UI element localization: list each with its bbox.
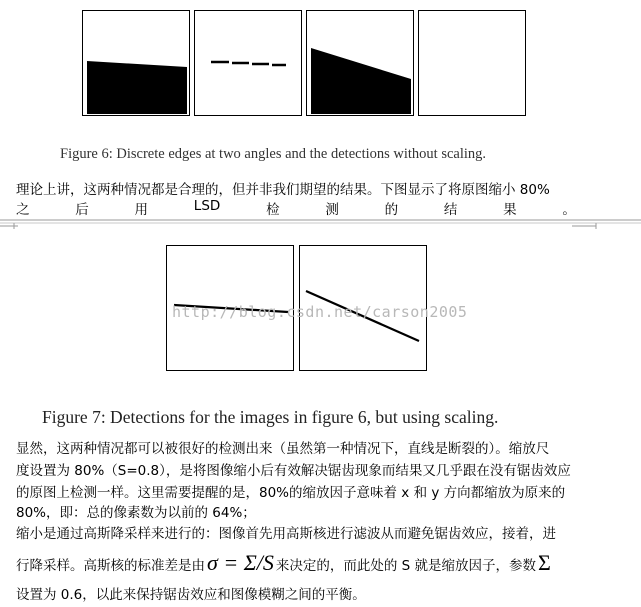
figure6-panel-4-empty	[418, 10, 526, 116]
paragraph-line-6-text-a: 行降采样。高斯核的标准差是由	[16, 558, 205, 574]
sigma-symbol: Σ	[538, 550, 551, 575]
paragraph-line-5: 缩小是通过高斯降采样来进行的：图像首先用高斯核进行滤波从而避免锯齿效应，接着，进	[16, 526, 556, 542]
figure6-panel-2	[194, 10, 302, 116]
paragraph-line-3: 的原图上检测一样。这里需要提醒的是，80%的缩放因子意味着 x 和 y 方向都缩放为原来的	[16, 485, 566, 501]
justified-char: 的	[384, 202, 399, 218]
figure6-panel-1	[82, 10, 190, 116]
paragraph-line-7: 设置为 0.6，以此来保持锯齿效应和图像模糊之间的平衡。	[16, 587, 366, 603]
justified-char: 。	[562, 202, 576, 218]
justified-char: 测	[325, 202, 339, 218]
figure6-caption: Figure 6: Discrete edges at two angles and the detections without scaling.	[60, 146, 487, 162]
filled-edge-shape-shallow	[83, 11, 191, 117]
paragraph-line-4: 80%，即：总的像素数为以前的 64%；	[16, 505, 256, 521]
justified-char: 结	[443, 202, 458, 218]
paragraph-line-1: 显然，这两种情况都可以被很好的检测出来（虽然第一种情况下，直线是断裂的）。缩放尺	[16, 441, 550, 457]
justified-char: 检	[266, 202, 280, 218]
justified-char: 后	[75, 202, 89, 218]
justified-char: 用	[134, 202, 149, 218]
text-line-before-break: 理论上讲，这两种情况都是合理的，但并非我们期望的结果。下图显示了将原图缩小 80%	[16, 182, 550, 198]
text-line-justified	[16, 198, 576, 218]
paragraph-line-6-text-b: 来决定的，而此处的 S 就是缩放因子，参数	[275, 558, 537, 574]
sigma-formula: σ = Σ/S	[207, 550, 274, 575]
broken-line-detections	[195, 11, 303, 117]
paragraph-line-2: 度设置为 80%（S=0.8），是将图像缩小后有效解决锯齿现象而结果又几乎跟在没有锯齿效应	[16, 463, 571, 479]
filled-edge-shape-steep	[307, 11, 415, 117]
justified-char: LSD	[193, 198, 221, 214]
watermark-url: http://blog.csdn.net/carson2005	[172, 303, 468, 321]
paragraph-line-6	[16, 550, 551, 576]
figure7-caption: Figure 7: Detections for the images in figure 6, but using scaling.	[42, 407, 499, 427]
figure6-panel-3	[306, 10, 414, 116]
justified-char: 果	[503, 202, 517, 218]
justified-char: 之	[16, 202, 30, 218]
page-break-separator	[0, 218, 641, 230]
